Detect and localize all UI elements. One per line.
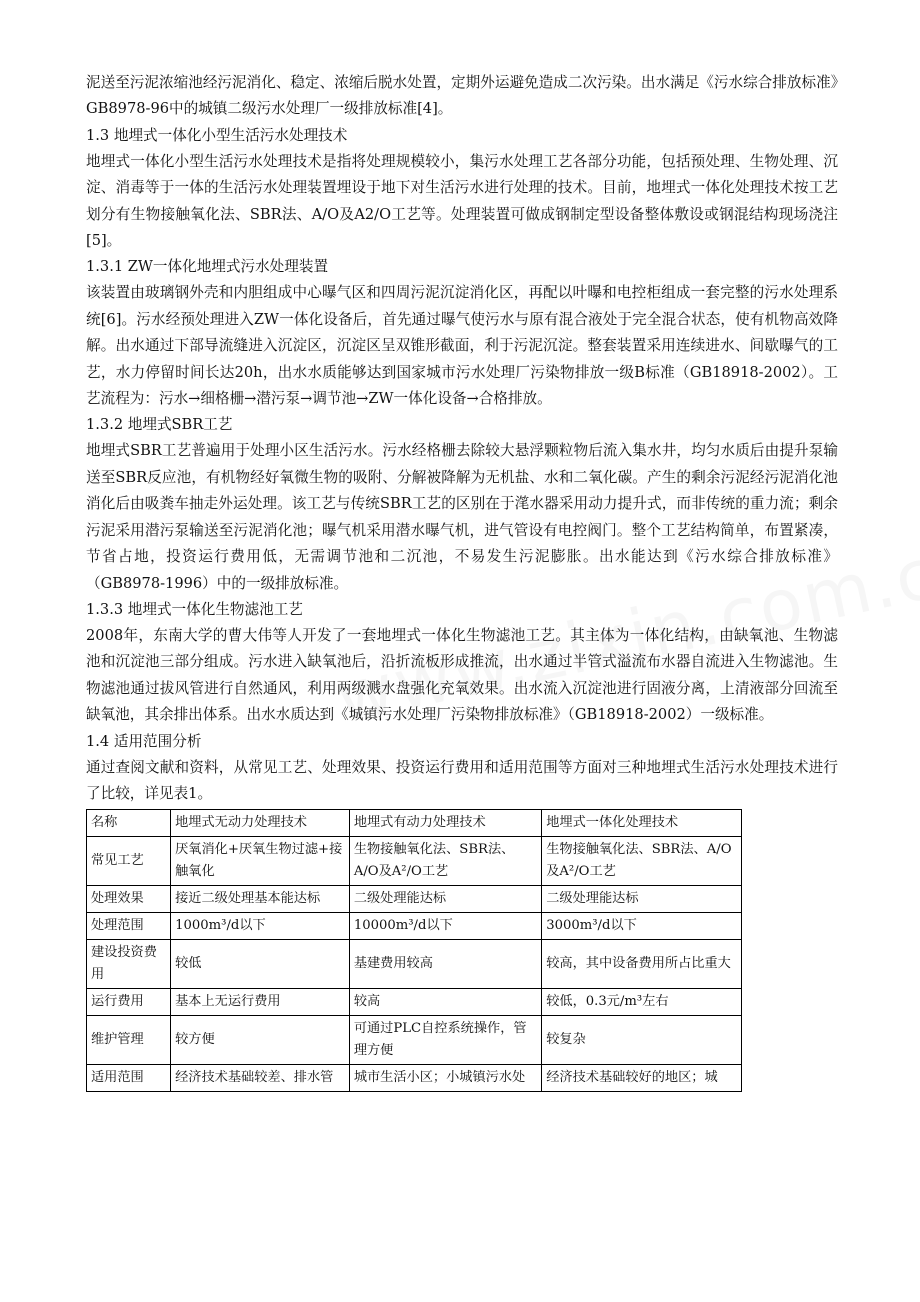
- table-row: [87, 1065, 742, 1092]
- intro-paragraph: 泥送至污泥浓缩池经污泥消化、稳定、浓缩后脱水处置，定期外运避免造成二次污染。出水满足《污水综合排放标准》GB8978-96中的城镇二级污水处理厂一级排放标准[4]。: [86, 74, 838, 118]
- table-cell: 可通过PLC自控系统操作，管理方便: [349, 1016, 541, 1065]
- table-header-cell: 地埋式有动力处理技术: [349, 810, 541, 837]
- table-cell: 处理效果: [87, 886, 171, 913]
- document-page: [86, 70, 838, 1092]
- table-cell: 生物接触氧化法、SBR法、A/O及A²/O工艺: [542, 837, 742, 886]
- table-row: [87, 940, 742, 989]
- section-paragraph-1-3: 地埋式一体化小型生活污水处理技术是指将处理规模较小，集污水处理工艺各部分功能，包括预处理、生物处理、沉淀、消毒等于一体的生活污水处理装置埋设于地下对生活污水进行处理的技术。目前，地埋式一体化处理技术按工艺划分有生物接触氧化法、SBR法、A/O及A2/O工艺等。处理装置可做成钢制定型设备整体敷设或钢混结构现场浇注[5]。: [86, 152, 838, 250]
- section-heading-1-3-3: 1.3.3 地埋式一体化生物滤池工艺: [86, 600, 303, 618]
- table-cell: 10000m³/d以下: [349, 913, 541, 940]
- table-cell: 3000m³/d以下: [542, 913, 742, 940]
- table-header-cell: 地埋式无动力处理技术: [171, 810, 350, 837]
- table-cell: 1000m³/d以下: [171, 913, 350, 940]
- table-cell: 建设投资费用: [87, 940, 171, 989]
- table-row: [87, 886, 742, 913]
- table-cell: 较复杂: [542, 1016, 742, 1065]
- table-cell: 城市生活小区；小城镇污水处: [349, 1065, 541, 1092]
- table-cell: 经济技术基础较差、排水管: [171, 1065, 350, 1092]
- section-heading-1-4: 1.4 适用范围分析: [86, 732, 202, 750]
- table-cell: 二级处理能达标: [349, 886, 541, 913]
- section-paragraph-1-3-3: 2008年，东南大学的曹大伟等人开发了一套地埋式一体化生物滤池工艺。其主体为一体化结构，由缺氧池、生物滤池和沉淀池三部分组成。污水进入缺氧池后，沿折流板形成推流，出水通过半管式溢流布水器自流进入生物滤池。生物滤池通过拔风管进行自然通风，利用两级溅水盘强化充氧效果。出水流入沉淀池进行固液分离，上清液部分回流至缺氧池，其余排出体系。出水水质达到《城镇污水处理厂污染物排放标准》（GB18918-2002）一级标准。: [86, 626, 838, 724]
- table-cell: 基建费用较高: [349, 940, 541, 989]
- table-cell: 较方便: [171, 1016, 350, 1065]
- table-cell: 较高: [349, 989, 541, 1016]
- table-row: [87, 1016, 742, 1065]
- table-cell: 适用范围: [87, 1065, 171, 1092]
- table-cell: 厌氧消化+厌氧生物过滤+接触氧化: [171, 837, 350, 886]
- table-cell: 常见工艺: [87, 837, 171, 886]
- table-cell: 较低: [171, 940, 350, 989]
- section-paragraph-1-3-1: 该装置由玻璃钢外壳和内胆组成中心曝气区和四周污泥沉淀消化区，再配以叶曝和电控柜组成一套完整的污水处理系统[6]。污水经预处理进入ZW一体化设备后，首先通过曝气使污水与原有混合液处于完全混合状态，使有机物高效降解。出水通过下部导流缝进入沉淀区，沉淀区呈双锥形截面，利于污泥沉淀。整套装置采用连续进水、间歇曝气的工艺，水力停留时间长达20h，出水水质能够达到国家城市污水处理厂污染物排放一级B标准（GB18918-2002）。工艺流程为：污水→细格栅→潜污泵→调节池→ZW一体化设备→合格排放。: [86, 284, 838, 408]
- table-header-row: [87, 810, 742, 837]
- table-cell: 维护管理: [87, 1016, 171, 1065]
- table-cell: 处理范围: [87, 913, 171, 940]
- table-cell: 运行费用: [87, 989, 171, 1016]
- table-cell: 接近二级处理基本能达标: [171, 886, 350, 913]
- section-paragraph-1-4: 通过查阅文献和资料，从常见工艺、处理效果、投资运行费用和适用范围等方面对三种地埋式生活污水处理技术进行了比较，详见表1。: [86, 758, 838, 802]
- section-heading-1-3: 1.3 地埋式一体化小型生活污水处理技术: [86, 126, 348, 144]
- table-row: [87, 837, 742, 886]
- table-cell: 生物接触氧化法、SBR法、A/O及A²/O工艺: [349, 837, 541, 886]
- comparison-table: [86, 809, 742, 1092]
- section-heading-1-3-1: 1.3.1 ZW一体化地埋式污水处理装置: [86, 258, 329, 276]
- table-row: [87, 913, 742, 940]
- table-cell: 经济技术基础较好的地区；城: [542, 1065, 742, 1092]
- table-row: [87, 989, 742, 1016]
- table-cell: 二级处理能达标: [542, 886, 742, 913]
- table-cell: 较高，其中设备费用所占比重大: [542, 940, 742, 989]
- table-header-cell: 地埋式一体化处理技术: [542, 810, 742, 837]
- table-cell: 基本上无运行费用: [171, 989, 350, 1016]
- table-cell: 较低，0.3元/m³左右: [542, 989, 742, 1016]
- table-header-cell: 名称: [87, 810, 171, 837]
- section-paragraph-1-3-2: 地埋式SBR工艺普遍用于处理小区生活污水。污水经格栅去除较大悬浮颗粒物后流入集水井，均匀水质后由提升泵输送至SBR反应池，有机物经好氧微生物的吸附、分解被降解为无机盐、水和二氧化碳。产生的剩余污泥经污泥消化池消化后由吸粪车抽走外运处理。该工艺与传统SBR工艺的区别在于滗水器采用动力提升式，而非传统的重力流；剩余污泥采用潜污泵输送至污泥消化池；曝气机采用潜水曝气机，进气管设有电控阀门。整个工艺结构简单，布置紧凑，节省占地，投资运行费用低，无需调节池和二沉池，不易发生污泥膨胀。出水能达到《污水综合排放标准》（GB8978-1996）中的一级排放标准。: [86, 442, 838, 592]
- section-heading-1-3-2: 1.3.2 地埋式SBR工艺: [86, 416, 233, 434]
